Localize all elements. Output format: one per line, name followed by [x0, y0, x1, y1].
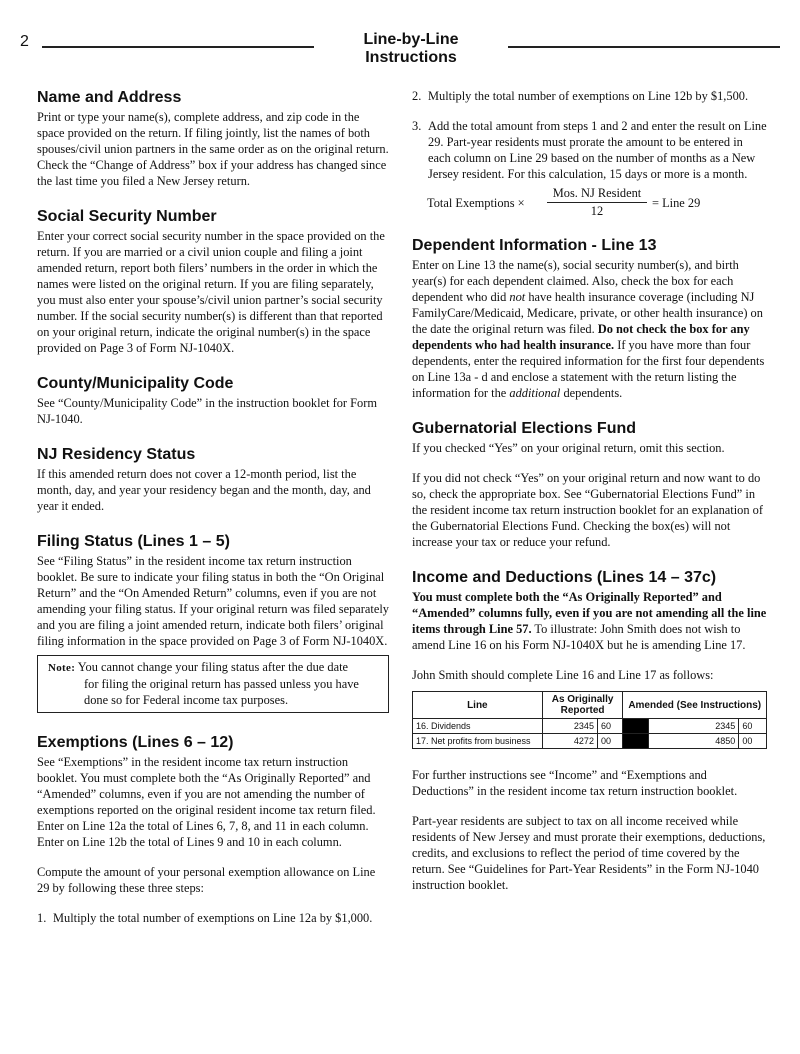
dependent-text-d: dependents. [560, 386, 623, 400]
step-3-number: 3. [412, 119, 422, 133]
heading-dependent: Dependent Information - Line 13 [412, 237, 657, 254]
step-2 [412, 88, 767, 104]
left-column [37, 88, 389, 940]
formula-right-term: = Line 29 [652, 196, 701, 210]
formula-numerator: Mos. NJ Resident [547, 186, 647, 203]
row-line-label: 17. Net profits from business [413, 734, 543, 749]
step-1 [37, 910, 389, 926]
paragraph-ssn: Enter your correct social security number in the space provided on the return. If you are married or a civil union couple and filing a joint amended return, report both filers’ numbers in the order in which the names were listed on the original return. If you are filing separately, you must also enter your spouse’s/civil union partner’s social security number. If the social security number(s) is different than that reported on your original return, indicate the original number(s) in the space provided on Page 3 of Form NJ-1040X. [37, 229, 385, 355]
section-name-address [37, 88, 389, 189]
dependent-additional: additional [509, 386, 561, 400]
section-income [412, 568, 767, 893]
paragraph-income-2: John Smith should complete Line 16 and Line 17 as follows: [412, 668, 714, 682]
step-3-text: Add the total amount from steps 1 and 2 and enter the result on Line 29. Part-year residents must prorate the amount to be entered in each column on Line 29 based on the number of months as a New Jersey resident. For this calculation, 15 days or more is a month. [428, 119, 767, 181]
heading-county: County/Municipality Code [37, 375, 234, 392]
dependent-text-a: Enter on Line 13 the name(s), social security number(s), and birth year(s) for each dependent claimed. Also, check the box for each dependent who did [412, 258, 739, 304]
header-rule-right [508, 46, 780, 48]
step-1-text: Multiply the total number of exemptions on Line 12a by $1,000. [53, 911, 373, 925]
step-3 [412, 118, 767, 182]
amend-dollars: 2345 [648, 719, 738, 734]
note-text: for filing the original return has passed unless you have done so for Federal income tax purposes. [84, 677, 359, 707]
table-header-row [413, 692, 767, 719]
orig-cents: 00 [597, 734, 623, 749]
exemption-formula [412, 186, 767, 226]
amend-cents: 60 [739, 719, 767, 734]
section-ssn [37, 207, 389, 356]
right-column [412, 88, 767, 893]
heading-exemptions: Exemptions (Lines 6 – 12) [37, 734, 234, 751]
section-dependent [412, 236, 767, 401]
step-2-text: Multiply the total number of exemptions on Line 12b by $1,500. [428, 89, 749, 103]
paragraph-exemptions: See “Exemptions” in the resident income tax return instruction booklet. You must complete both the “As Originally Reported” and “Amended” columns, even if you are not amending the number of exemptions reported on the original resident income tax return filed. Enter on Line 12a the total of Lines 6, 7, 8, and 11 in each column. Enter on Line 12b the total of Lines 9 and 10 in each column. [37, 755, 376, 849]
heading-filing-status: Filing Status (Lines 1 – 5) [37, 533, 230, 550]
paragraph-compute: Compute the amount of your personal exemption allowance on Line 29 by following these three steps: [37, 865, 376, 895]
steps-list-left [37, 910, 389, 926]
page-header [20, 28, 780, 66]
orig-dollars: 4272 [542, 734, 597, 749]
page-number: 2 [20, 33, 29, 50]
steps-list-right [412, 88, 767, 182]
amend-dollars: 4850 [648, 734, 738, 749]
step-2-number: 2. [412, 89, 422, 103]
paragraph-dependent [412, 257, 767, 401]
paragraph-residency: If this amended return does not cover a 12-month period, list the month, day, and year your residency began and the month, day, and year it ended. [37, 467, 371, 513]
amend-cents: 00 [739, 734, 767, 749]
note-label: Note: [48, 662, 76, 674]
orig-dollars: 2345 [542, 719, 597, 734]
note-first-line: You cannot change your filing status after the due date [77, 660, 349, 674]
section-exemptions [37, 733, 389, 926]
table-row [413, 734, 767, 749]
heading-ssn: Social Security Number [37, 208, 217, 225]
paragraph-filing-status: See “Filing Status” in the resident income tax return instruction booklet. Be sure to indicate your filing status in both the “On Original Return” and the “On Amended Return” columns, even if you are not amending your filing status. If your original return was filed separately and you are filing a joint amended return, indicate both filers’ original filing information in the space provided on Page 3 of Form NJ-1040X. [37, 554, 390, 648]
step-1-number: 1. [37, 911, 47, 925]
section-county [37, 374, 389, 427]
blacked-out-cell [623, 734, 649, 749]
dependent-bold: Do not check the box for any dependents who had health insurance. [412, 322, 750, 352]
income-bold: You must complete both the “As Originally Reported” and “Amended” columns fully, even if you are not amending all the line items through Line 57. [412, 590, 767, 636]
paragraph-gubernatorial-1: If you checked “Yes” on your original return, omit this section. [412, 441, 725, 455]
dependent-text-b: have health insurance coverage (including NJ FamilyCare/Medicaid, Medicare, private, or other health insurance) on the date the original return was filed. [412, 290, 763, 336]
dependent-not: not [509, 290, 526, 304]
header-amended: Amended (See Instructions) [623, 692, 767, 719]
heading-income: Income and Deductions (Lines 14 – 37c) [412, 569, 717, 586]
example-table [412, 691, 767, 749]
section-filing-status [37, 532, 389, 649]
formula-fraction [547, 186, 647, 219]
header-rule-left [42, 46, 314, 48]
section-residency [37, 445, 389, 514]
row-line-label: 16. Dividends [413, 719, 543, 734]
heading-name-address: Name and Address [37, 89, 182, 106]
dependent-text-c: If you have more than four dependents, enter the required information for the first four dependents on Line 13a - d and enclose a statement with the return listing the information for the [412, 338, 765, 400]
paragraph-income-1 [412, 589, 767, 653]
heading-residency: NJ Residency Status [37, 446, 196, 463]
blacked-out-cell [623, 719, 649, 734]
page-title: Line-by-Line Instructions [363, 31, 459, 66]
formula-left-term: Total Exemptions × [427, 196, 525, 210]
header-original: As Originally Reported [542, 692, 623, 719]
paragraph-county: See “County/Municipality Code” in the instruction booklet for Form NJ-1040. [37, 396, 378, 426]
paragraph-income-4: Part-year residents are subject to tax on all income received while residents of New Jersey and must prorate their exemptions, deductions, credits, and exclusions to reflect the period of time covered by the return. See “Guidelines for Part-Year Residents” in the Form NJ-1040 instruction booklet. [412, 814, 766, 892]
formula-denominator: 12 [590, 204, 604, 218]
income-text: To illustrate: John Smith does not wish to amend Line 16 on his Form NJ-1040X but he is amending Line 17. [412, 622, 746, 652]
paragraph-name-address: Print or type your name(s), complete address, and zip code in the space provided on the return. If filing jointly, list the names of both spouses/civil union partners in the same order as on the original return. Check the “Change of Address” box if your address has changed since the last time you filed a New Jersey return. [37, 110, 389, 188]
paragraph-income-3: For further instructions see “Income” and “Exemptions and Deductions” in the resident income tax return instruction booklet. [412, 768, 738, 798]
section-gubernatorial [412, 419, 767, 550]
note-box [37, 655, 389, 713]
header-line: Line [413, 692, 543, 719]
paragraph-gubernatorial-2: If you did not check “Yes” on your original return and now want to do so, check the appropriate box. See “Gubernatorial Elections Fund” in the resident income tax return instruction booklet for an explanation of the Gubernatorial Elections Fund. Checking the box(es) will not increase your tax or reduce your refund. [412, 471, 763, 549]
table-row [413, 719, 767, 734]
heading-gubernatorial: Gubernatorial Elections Fund [412, 420, 637, 437]
orig-cents: 60 [597, 719, 623, 734]
